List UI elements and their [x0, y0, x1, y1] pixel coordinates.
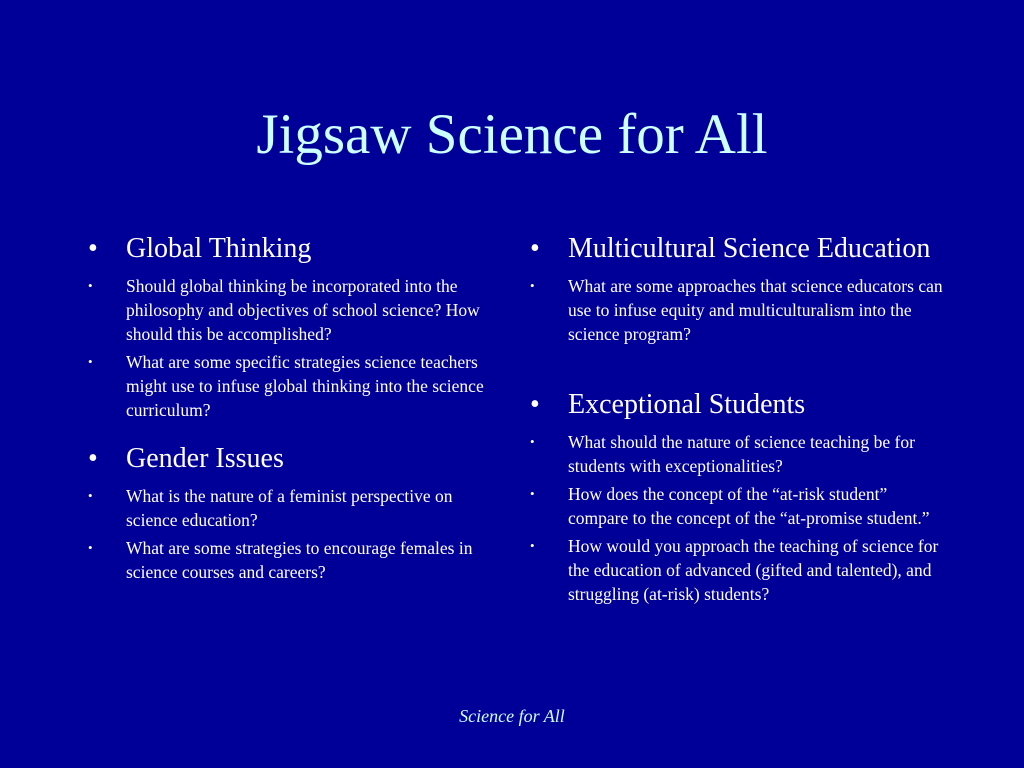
list-item	[530, 534, 950, 606]
section-gender-issues	[88, 438, 508, 584]
bullet-icon: •	[530, 434, 535, 449]
section-exceptional-students	[530, 384, 950, 606]
list-item	[88, 484, 508, 532]
list-item-text: What should the nature of science teaching be for students with exceptionalities?	[568, 432, 915, 476]
list-item	[530, 482, 950, 530]
section-heading	[88, 438, 508, 480]
bullet-icon: •	[88, 354, 93, 369]
bullet-icon: •	[88, 488, 93, 503]
slide-title: Jigsaw Science for All	[256, 103, 768, 166]
list-item-text: What are some approaches that science educators can use to infuse equity and multiculturalism into the science program?	[568, 276, 943, 344]
sub-bullet-list	[88, 484, 508, 584]
list-item	[88, 350, 508, 422]
bullet-icon: •	[88, 540, 93, 555]
right-column	[530, 228, 950, 606]
section-global-thinking	[88, 228, 508, 422]
section-heading-text: Global Thinking	[126, 233, 312, 264]
bullet-icon: •	[530, 278, 535, 293]
list-item	[530, 430, 950, 478]
list-item-text: What are some strategies to encourage females in science courses and careers?	[126, 538, 473, 582]
section-heading	[530, 228, 950, 270]
list-item	[88, 536, 508, 584]
list-item-text: Should global thinking be incorporated into the philosophy and objectives of school science? How should this be accomplished?	[126, 276, 480, 344]
sub-bullet-list	[530, 274, 950, 346]
list-item	[88, 274, 508, 346]
list-item-text: How would you approach the teaching of science for the education of advanced (gifted and talented), and struggling (at-risk) students?	[568, 536, 939, 604]
section-heading-text: Gender Issues	[126, 443, 284, 474]
sub-bullet-list	[530, 430, 950, 606]
sub-bullet-list	[88, 274, 508, 422]
slide-footer: Science for All	[459, 706, 565, 726]
section-heading-text: Exceptional Students	[568, 389, 806, 420]
list-item-text: How does the concept of the “at-risk student” compare to the concept of the “at-promise student.”	[568, 484, 930, 528]
bullet-icon: •	[88, 233, 98, 264]
section-multicultural-science-education	[530, 228, 950, 346]
list-item	[530, 274, 950, 346]
section-heading	[88, 228, 508, 270]
bullet-icon: •	[88, 443, 98, 474]
section-heading	[530, 384, 950, 426]
section-heading-text: Multicultural Science Education	[568, 233, 931, 264]
bullet-icon: •	[530, 233, 540, 264]
bullet-icon: •	[88, 278, 93, 293]
bullet-icon: •	[530, 486, 535, 501]
left-column	[88, 228, 508, 584]
list-item-text: What is the nature of a feminist perspective on science education?	[126, 486, 453, 530]
section-spacer	[88, 422, 508, 438]
bullet-icon: •	[530, 389, 540, 420]
section-spacer	[530, 346, 950, 384]
bullet-icon: •	[530, 538, 535, 553]
list-item-text: What are some specific strategies science teachers might use to infuse global thinking into the science curriculum?	[126, 352, 484, 420]
